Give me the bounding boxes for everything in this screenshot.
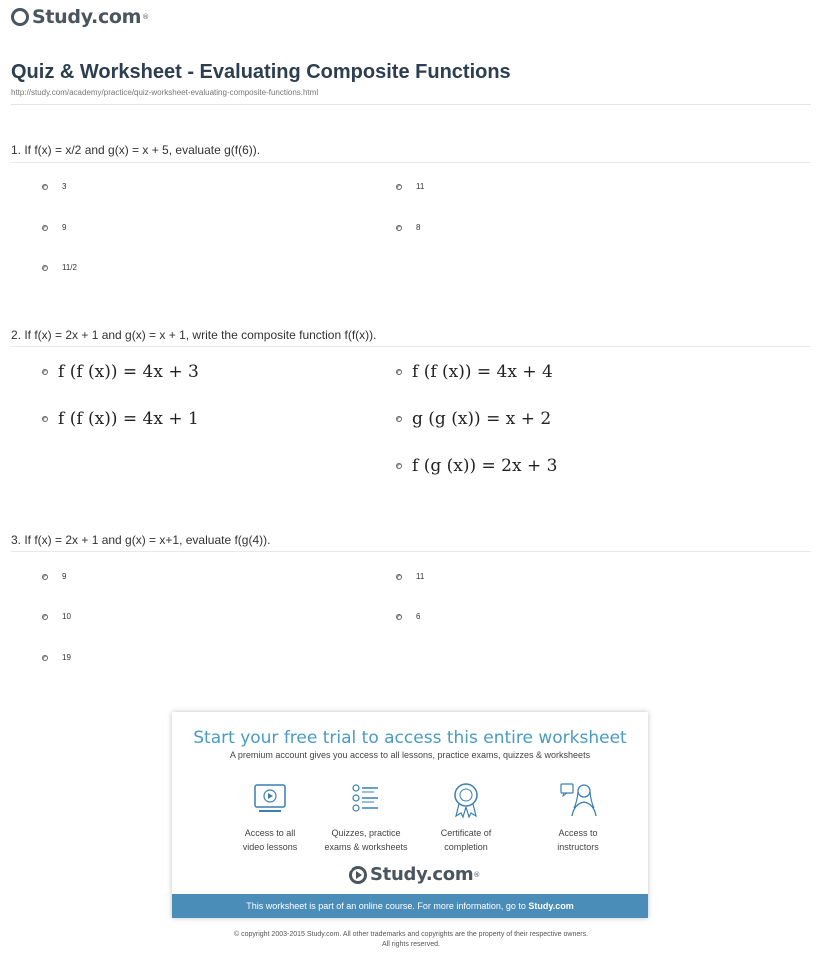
radio-button[interactable]	[396, 369, 402, 375]
copyright-footer	[0, 930, 822, 950]
rights-line: All rights reserved.	[382, 941, 440, 948]
option-label: 9	[62, 223, 67, 232]
logo-text: Study.com	[32, 6, 142, 28]
study-logo[interactable]	[11, 6, 149, 28]
page-title: Quiz & Worksheet - Evaluating Composite Functions	[11, 61, 511, 83]
radio-button[interactable]	[396, 614, 402, 620]
video-lesson-icon	[250, 780, 290, 820]
option-label: f (f (x)) = 4x + 1	[58, 409, 199, 429]
study-logo-card[interactable]	[349, 864, 480, 885]
option-label: f (g (x)) = 2x + 3	[412, 456, 558, 476]
option-label: 19	[62, 653, 71, 662]
radio-button[interactable]	[42, 655, 48, 661]
feature-label-line1: Quizzes, practice	[331, 828, 401, 838]
question-2-divider	[11, 346, 811, 347]
radio-button[interactable]	[42, 225, 48, 231]
course-info-bar[interactable]	[172, 894, 648, 918]
option-label: 11/2	[62, 263, 77, 272]
q3-option-d[interactable]	[396, 612, 420, 621]
q1-option-c[interactable]	[42, 223, 66, 232]
feature-label-line2: video lessons	[242, 842, 298, 852]
radio-button[interactable]	[396, 416, 402, 422]
q3-option-a[interactable]	[42, 572, 66, 581]
radio-button[interactable]	[396, 225, 402, 231]
radio-button[interactable]	[42, 416, 48, 422]
q2-option-d[interactable]	[396, 409, 551, 429]
feature-label-line2: exams & worksheets	[324, 842, 408, 852]
option-label: 3	[62, 182, 67, 191]
question-1-text: 1. If f(x) = x/2 and g(x) = x + 5, evaluate g(f(6)).	[11, 143, 261, 157]
course-info-text: This worksheet is part of an online course. For more information, go to	[246, 901, 529, 911]
question-3-text: 3. If f(x) = 2x + 1 and g(x) = x+1, evaluate f(g(4)).	[11, 533, 271, 547]
q1-option-e[interactable]	[42, 263, 77, 272]
quiz-list-icon	[346, 780, 386, 820]
q2-option-a[interactable]	[42, 362, 199, 382]
certificate-icon	[446, 780, 486, 820]
q2-option-b[interactable]	[396, 362, 553, 382]
q1-option-b[interactable]	[396, 182, 424, 191]
radio-button[interactable]	[42, 184, 48, 190]
free-trial-card	[172, 712, 648, 918]
promo-title[interactable]: Start your free trial to access this entire worksheet	[193, 728, 627, 748]
feature-certificate	[406, 780, 526, 854]
option-label: 6	[416, 612, 421, 621]
option-label: 11	[416, 572, 425, 581]
instructor-icon	[558, 780, 598, 820]
feature-label-line1: Certificate of	[440, 828, 492, 838]
option-label: 10	[62, 612, 71, 621]
play-logo-icon	[11, 8, 29, 26]
q1-option-a[interactable]	[42, 182, 66, 191]
radio-button[interactable]	[42, 574, 48, 580]
question-3-divider	[11, 551, 811, 552]
header-divider	[11, 104, 811, 105]
radio-button[interactable]	[42, 614, 48, 620]
q1-option-d[interactable]	[396, 223, 420, 232]
radio-button[interactable]	[396, 574, 402, 580]
option-label: g (g (x)) = x + 2	[412, 409, 552, 429]
course-info-link[interactable]: Study.com	[528, 901, 574, 911]
question-2-text: 2. If f(x) = 2x + 1 and g(x) = x + 1, write the composite function f(f(x)).	[11, 328, 377, 342]
radio-button[interactable]	[396, 184, 402, 190]
option-label: 8	[416, 223, 421, 232]
feature-label-line1: Access to all	[244, 828, 296, 838]
radio-button[interactable]	[396, 463, 402, 469]
option-label: f (f (x)) = 4x + 3	[58, 362, 199, 382]
page-url: http://study.com/academy/practice/quiz-worksheet-evaluating-composite-functions.html	[11, 88, 319, 97]
promo-subtitle: A premium account gives you access to all lessons, practice exams, quizzes & worksheets	[229, 750, 591, 760]
feature-instructors	[518, 780, 638, 854]
registered-mark-icon: ®	[142, 13, 149, 21]
copyright-line: © copyright 2003-2015 Study.com. All other trademarks and copyrights are the property of their respective owners.	[233, 931, 589, 938]
feature-label-line2: instructors	[557, 842, 599, 852]
option-label: 9	[62, 572, 67, 581]
option-label: 11	[416, 182, 425, 191]
question-1-divider	[11, 162, 811, 163]
q3-option-e[interactable]	[42, 653, 71, 662]
play-logo-icon	[349, 866, 367, 884]
option-label: f (f (x)) = 4x + 4	[412, 362, 553, 382]
q2-option-e[interactable]	[396, 456, 557, 476]
q3-option-b[interactable]	[396, 572, 424, 581]
q3-option-c[interactable]	[42, 612, 71, 621]
feature-label-line1: Access to	[558, 828, 598, 838]
q2-option-c[interactable]	[42, 409, 199, 429]
registered-mark-icon: ®	[473, 870, 480, 879]
feature-label-line2: completion	[444, 842, 488, 852]
radio-button[interactable]	[42, 265, 48, 271]
logo-text: Study.com	[370, 864, 474, 885]
radio-button[interactable]	[42, 369, 48, 375]
